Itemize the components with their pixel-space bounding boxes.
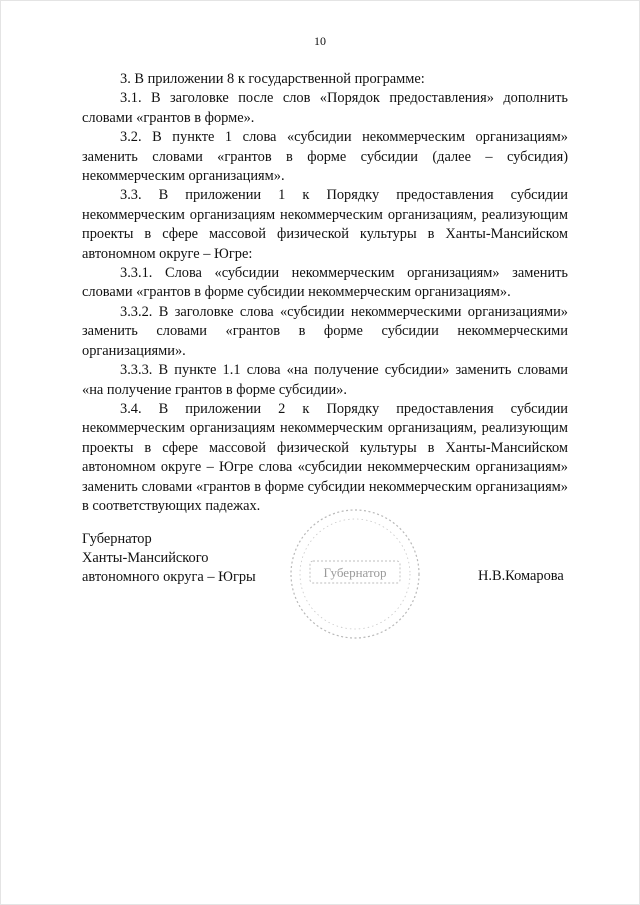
paragraph: 3.3.1. Слова «субсидии некоммерческим организациям» заменить словами «грантов в форме субсидии некоммерческим организациям». <box>82 265 568 301</box>
signatory-position-line: автономного округа – Югры <box>82 569 256 585</box>
paragraph: 3.1. В заголовке после слов «Порядок предоставления» дополнить словами «грантов в форме». <box>82 90 568 126</box>
seal-text: Губернатор <box>323 565 387 580</box>
paragraph: 3.3.2. В заголовке слова «субсидии некоммерческими организациями» заменить словами «грантов в форме субсидии некоммерческими организациями». <box>82 303 568 359</box>
paragraph: 3.3. В приложении 1 к Порядку предоставления субсидии некоммерческим организациям некоммерческим организациям, реализующим проекты в сфере массовой физической культуры в Ханты-Мансийском автономном округе – Югре: <box>82 187 568 262</box>
signatory-position <box>82 530 256 587</box>
page-number: 10 <box>314 34 326 48</box>
paragraph: 3.4. В приложении 2 к Порядку предоставления субсидии некоммерческим организациям некоммерческим организациям, реализующим проекты в сфере массовой физической культуры в Ханты-Мансийском автономном округе – Югре слова «субсидии некоммерческим организациям» заменить словами «грантов в форме субсидии некоммерческим организациям» в соответствующих падежах. <box>82 400 568 514</box>
paragraph: 3.3.3. В пункте 1.1 слова «на получение субсидии» заменить словами «на получение грантов в форме субсидии». <box>82 362 568 398</box>
paragraph: 3. В приложении 8 к государственной программе: <box>120 71 425 87</box>
signatory-position-line: Ханты-Мансийского <box>82 550 209 566</box>
signature-stamp-seal <box>286 505 424 643</box>
paragraph: 3.2. В пункте 1 слова «субсидии некоммерческим организациям» заменить словами «грантов в форме субсидии (далее – субсидия) некоммерческим организациям». <box>82 129 568 185</box>
signatory-name: Н.В.Комарова <box>478 568 564 584</box>
signatory-position-line: Губернатор <box>82 531 152 547</box>
document-body <box>82 70 568 516</box>
